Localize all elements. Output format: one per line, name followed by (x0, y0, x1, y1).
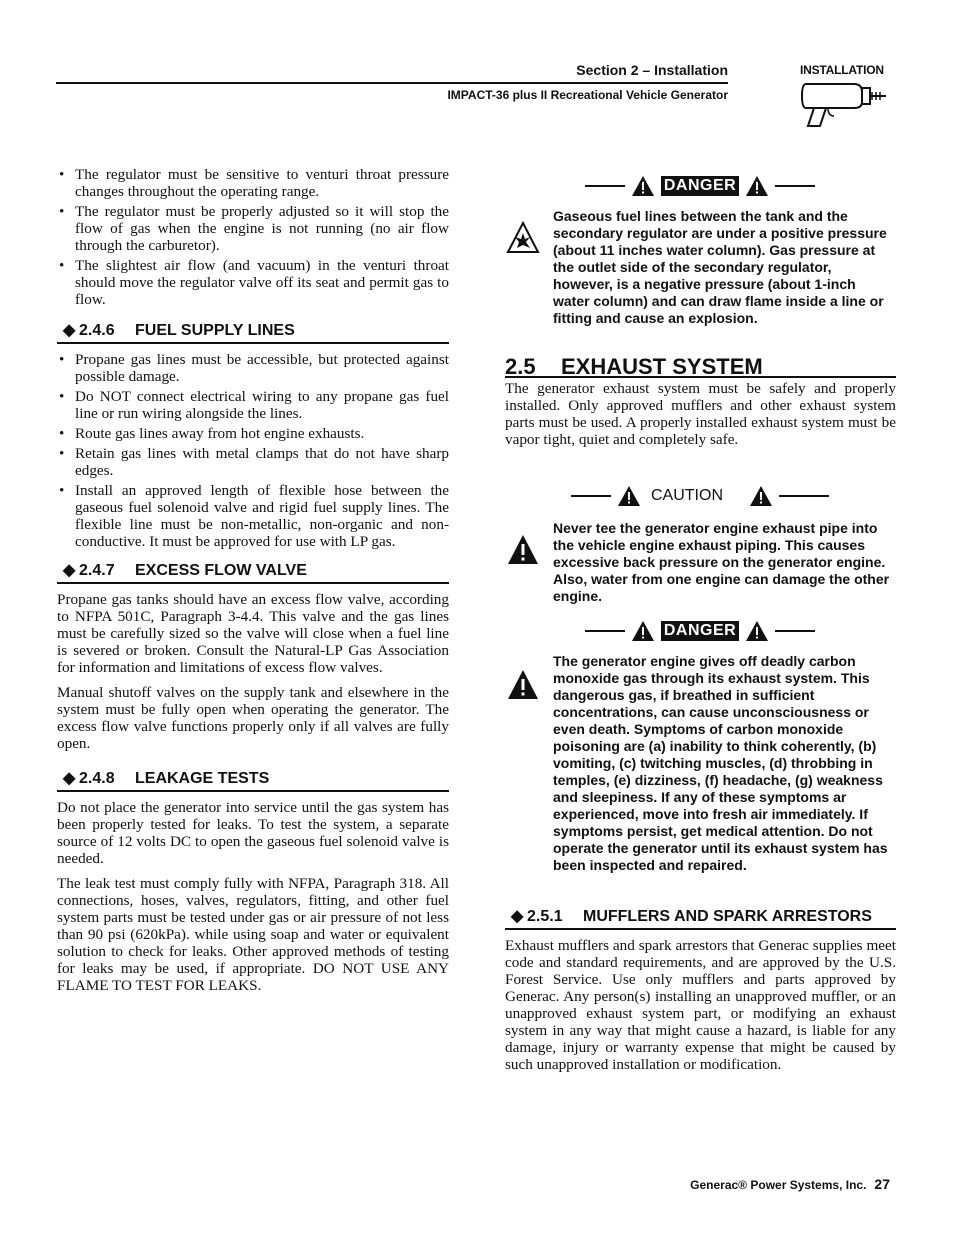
warning-triangle-icon (749, 485, 773, 507)
danger-banner (505, 619, 895, 643)
caution-label: CAUTION (651, 487, 723, 504)
paragraph: Propane gas tanks should have an excess flow valve, according to NFPA 501C, Paragraph 3-4.4. This valve and the gas lines must be carefully sized so the valve will close when a fuel line is severed or broken. Consult the Natural-LP Gas Association for information and limitations of excess flow valves. (57, 591, 449, 676)
paragraph: Manual shutoff valves on the supply tank and elsewhere in the system must be fully open when operating the generator. The excess flow valve functions properly only if all valves are fully open. (57, 684, 449, 752)
warning-triangle-icon (631, 175, 655, 197)
product-title: IMPACT-36 plus II Recreational Vehicle Generator (447, 88, 728, 102)
caution-exhaust-text: Never tee the generator engine exhaust pipe into the vehicle engine exhaust piping. This causes excessive back pressure on the generator engine. Also, water from one engine can damage the other engine. (553, 520, 890, 604)
caution-banner (505, 484, 895, 508)
danger-label: DANGER (661, 621, 739, 641)
danger-gas-pressure-text: Gaseous fuel lines between the tank and the secondary regulator are under a positive pressure (about 11 inches water column). Gas pressure at the outlet side of the secondary regulator, however, is a negative pressure (about 1-inch water column) and can draw flame inside a line or fitting and cause an explosion. (553, 208, 887, 326)
company-name: Generac® Power Systems, Inc. (690, 1178, 867, 1192)
section-title: Section 2 – Installation (576, 62, 728, 78)
fuel-line-bullets (57, 351, 449, 550)
heading-excess-flow-valve: ◆ 2.4.7 EXCESS FLOW VALVE (57, 562, 449, 584)
mufflers-section (505, 908, 896, 1081)
paragraph: Do not place the generator into service until the gas system has been properly tested for leaks. To test the system, a separate source of 12 volts DC to open the gaseous fuel solenoid valve is needed. (57, 799, 449, 867)
warning-triangle-icon (745, 620, 769, 642)
heading-leakage-tests: ◆ 2.4.8 LEAKAGE TESTS (57, 770, 449, 792)
regulator-bullets (57, 166, 449, 308)
heading-fuel-supply-lines: ◆ 2.4.6 FUEL SUPPLY LINES (57, 322, 449, 344)
diamond-icon: ◆ (63, 770, 76, 787)
warning-triangle-icon (745, 175, 769, 197)
list-item: • The slightest air flow (and vacuum) in the venturi throat should move the regulator valve off its seat and permit gas to flow. (57, 257, 449, 308)
danger-carbon-monoxide-text: The generator engine gives off deadly carbon monoxide gas through its exhaust system. This dangerous gas, if breathed in sufficient concentrations, can cause unconsciousness or even death. Symptoms of carbon monoxide poisoning are (a) inability to think coherently, (b) vomiting, (c) twitching muscles, (d) throbbing in temples, (e) dizziness, (f) headache, (g) weakness and sleepiness. If any of these symptoms ar experienced, move into fresh air immediately. If symptoms persist, get medical attention. Do not operate the generator until its exhaust system has been inspected and repaired. (553, 653, 888, 873)
danger-label: DANGER (661, 176, 739, 196)
page-number: 27 (874, 1176, 890, 1192)
left-column (57, 166, 449, 1002)
list-item: • Propane gas lines must be accessible, but protected against possible damage. (57, 351, 449, 385)
explosion-hazard-icon (506, 221, 540, 255)
exhaust-section (505, 354, 896, 456)
page-footer (560, 1176, 890, 1192)
list-item: • Retain gas lines with metal clamps that do not have sharp edges. (57, 445, 449, 479)
warning-triangle-icon (617, 485, 641, 507)
danger-banner (505, 174, 895, 198)
list-item: • Do NOT connect electrical wiring to any propane gas fuel line or run wiring alongside the lines. (57, 388, 449, 422)
paragraph: The leak test must comply fully with NFPA, Paragraph 318. All connections, hoses, valves, regulators, fitting, and other fuel system parts must be tested under gas or air pressure of not less than 90 psi (620kPa). while using soap and water or equivalent solution to check for leaks. Other approved methods of testing for leaks may be used, if appropriate. DO NOT USE ANY FLAME TO TEST FOR LEAKS. (57, 875, 449, 994)
caution-icon (506, 533, 540, 567)
paragraph: The generator exhaust system must be safely and properly installed. Only approved mufflers and other exhaust system parts must be used. A properly installed exhaust system must be vapor tight, quiet and completely safe. (505, 380, 896, 448)
warning-triangle-icon (631, 620, 655, 642)
installation-tag: INSTALLATION (800, 63, 884, 77)
diamond-icon: ◆ (511, 908, 524, 925)
diamond-icon: ◆ (63, 562, 76, 579)
heading-exhaust-system: 2.5 EXHAUST SYSTEM (505, 358, 896, 378)
heading-mufflers-spark-arrestors: ◆ 2.5.1 MUFFLERS AND SPARK ARRESTORS (505, 908, 896, 930)
list-item: • Install an approved length of flexible hose between the gaseous fuel solenoid valve and rigid fuel supply lines. The flexible line must be non-metallic, non-organic and non-conductive. It must be approved for use with LP gas. (57, 482, 449, 550)
drill-icon (800, 78, 890, 128)
list-item: • The regulator must be properly adjusted so it will stop the flow of gas when the engine is not running (no air flow through the carburetor). (57, 203, 449, 254)
list-item: • Route gas lines away from hot engine exhausts. (57, 425, 449, 442)
header-rule (56, 82, 728, 84)
diamond-icon: ◆ (63, 322, 76, 339)
paragraph: Exhaust mufflers and spark arrestors that Generac supplies meet code and standard requirements, and are approved by the U.S. Forest Service. Use only mufflers and parts approved by Generac. Any person(s) installing an unapproved muffler, or an unapproved exhaust system part, or modifying an exhaust system in any way that might cause a hazard, is liable for any damage, injury or warranty expense that might be caused by such unapproved installation or modification. (505, 937, 896, 1073)
warning-icon (506, 668, 540, 702)
list-item: • The regulator must be sensitive to venturi throat pressure changes throughout the operating range. (57, 166, 449, 200)
